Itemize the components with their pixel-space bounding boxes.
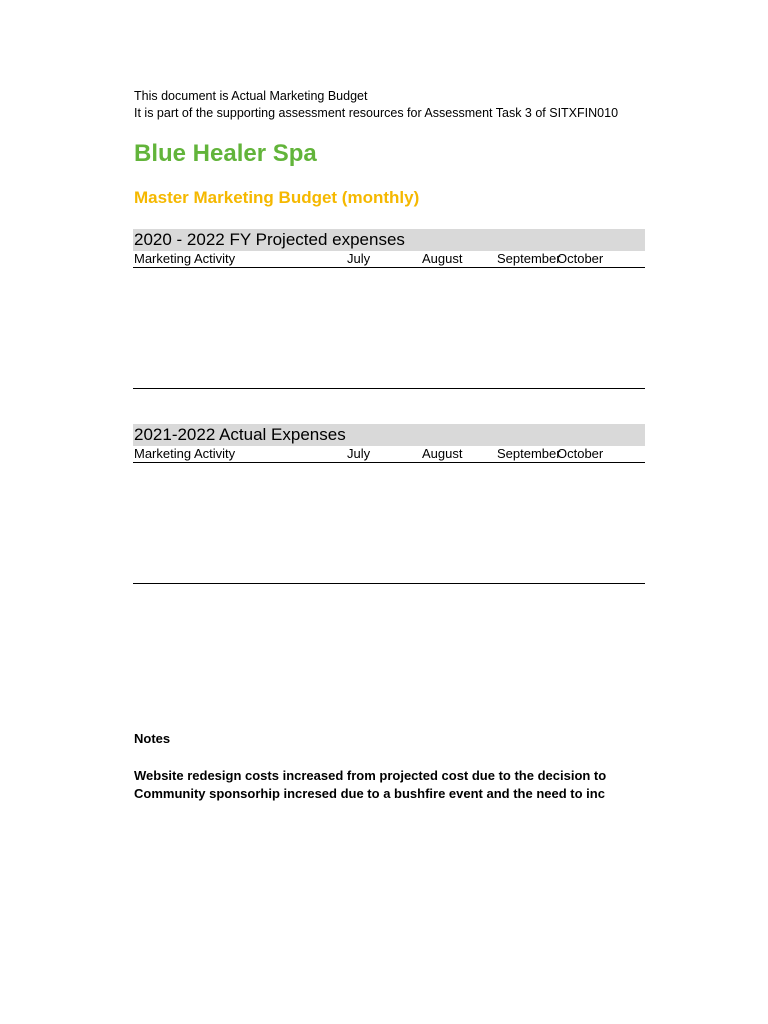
intro-line-1: This document is Actual Marketing Budget — [134, 89, 368, 103]
notes-lines — [134, 767, 646, 803]
company-name: Blue Healer Spa — [134, 140, 317, 167]
column-header-september: September — [497, 251, 561, 266]
intro-text — [134, 88, 618, 122]
note-community-sponsorship: Community sponsorhip incresed due to a bushfire event and the need to inc — [134, 786, 605, 801]
section-header: 2021-2022 Actual Expenses — [133, 424, 645, 446]
column-header-august: August — [422, 251, 463, 266]
intro-line-2: It is part of the supporting assessment resources for Assessment Task 3 of SITXFIN010 — [134, 106, 619, 120]
notes-section — [134, 730, 646, 803]
section-body — [133, 268, 645, 389]
column-header-july: July — [347, 446, 371, 461]
column-header-august: August — [422, 446, 463, 461]
column-header-marketing-activity: Marketing Activity — [134, 251, 236, 266]
column-header-september: September — [497, 446, 561, 461]
column-header-row — [133, 446, 645, 463]
notes-title: Notes — [134, 731, 171, 746]
column-header-marketing-activity: Marketing Activity — [134, 446, 236, 461]
actual-expenses-section — [133, 424, 645, 586]
note-website-redesign: Website redesign costs increased from projected cost due to the decision to — [134, 768, 607, 783]
section-header: 2020 - 2022 FY Projected expenses — [133, 229, 645, 251]
section-body — [133, 463, 645, 584]
projected-expenses-section — [133, 229, 645, 391]
column-header-october: October — [557, 446, 604, 461]
document-subtitle: Master Marketing Budget (monthly) — [134, 188, 420, 207]
column-header-july: July — [347, 251, 371, 266]
column-header-row — [133, 251, 645, 268]
column-header-october: October — [557, 251, 604, 266]
